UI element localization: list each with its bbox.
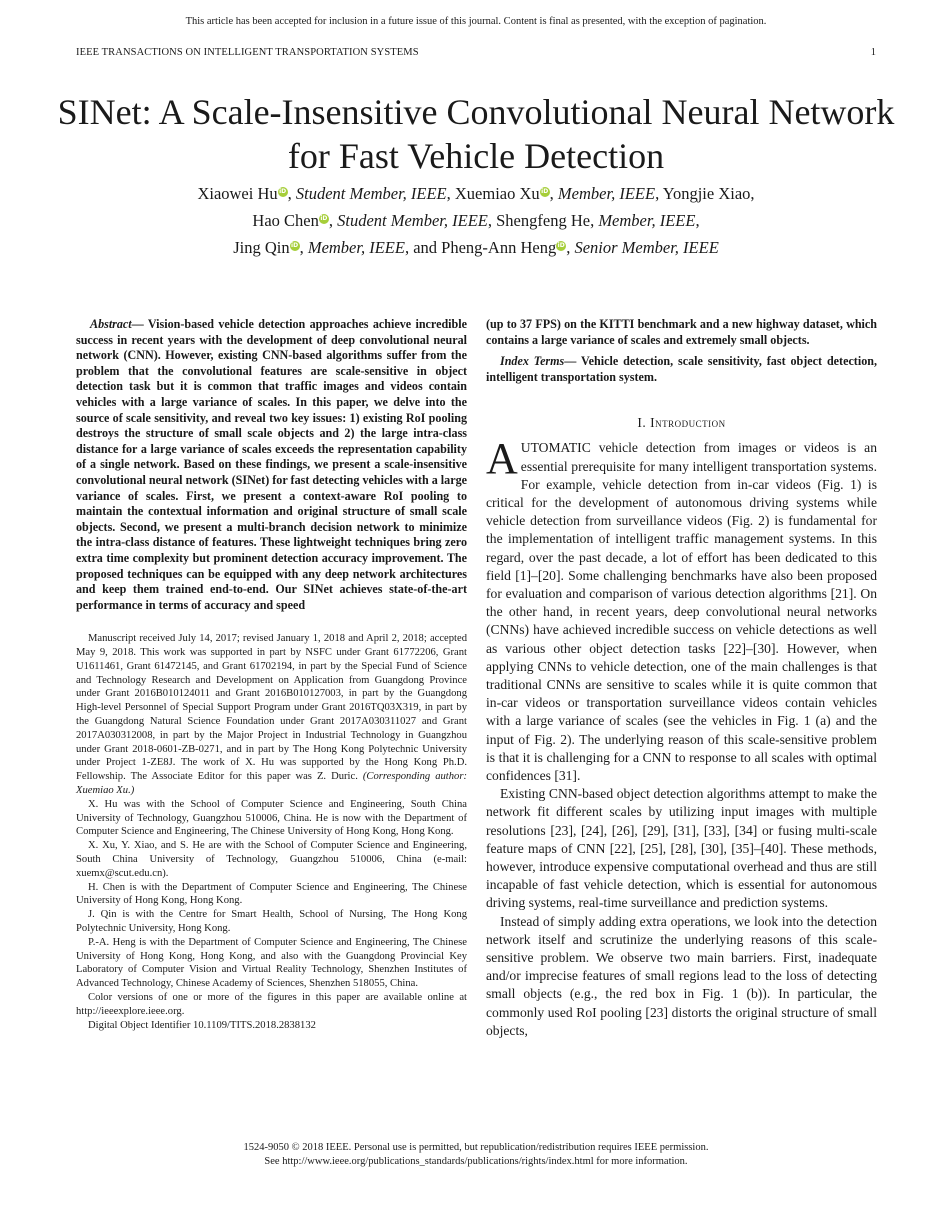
author-role: Student Member, IEEE: [337, 211, 488, 230]
left-column: [76, 317, 467, 1032]
author-line-1: Xiaowei HuiD, Student Member, IEEE, Xuemiao XuiD, Member, IEEE, Yongjie Xiao,: [197, 184, 755, 203]
section-heading-introduction: I. Introduction: [637, 415, 726, 431]
author-list: [60, 180, 892, 261]
footnote-doi: Digital Object Identifier 10.1109/TITS.2018.2838132: [88, 1019, 316, 1031]
intro-paragraph-2: Existing CNN-based object detection algorithms attempt to make the network fit different scales by utilizing input images with multiple resolutions [23], [24], [26], [29], [31], [33], [34] or fusing multi-scale feature maps of CNN [22], [25], [28], [30], [35]–[40]. These methods, however, introduce expensive computational overhead and thus are still incapable of fast vehicle detection, which is essential for autonomous driving systems, real-time surveillance and prediction systems.: [486, 786, 877, 911]
author-role: Member, IEEE: [307, 238, 405, 257]
author-name: Shengfeng He: [496, 211, 591, 230]
index-terms: Index Terms— Vehicle detection, scale sensitivity, fast object detection, intelligent transportation system.: [486, 354, 877, 384]
acceptance-notice: This article has been accepted for inclusion in a future issue of this journal. Content is final as presented, with the exception of pagination.: [185, 16, 767, 27]
intro-paragraph-3: Instead of simply adding extra operations, we look into the detection network itself and scrutinize the underlying reasons of this scale-sensitive problem. We observe two main barriers. First, inadequate and/or imprecise features of small regions lead to the loss of detecting small objects (e.g., the red box in Fig. 1 (b)). In particular, the commonly used RoI pooling [23] distorts the original structure of small objects,: [486, 913, 877, 1038]
author-line-2: Hao CheniD, Student Member, IEEE, Shengfeng He, Member, IEEE,: [252, 211, 700, 230]
footnote-affiliation: X. Xu, Y. Xiao, and S. He are with the School of Computer Science and Engineering, South China University of Technology, Guangzhou 510006, China (e-mail: xuemx@scut.edu.cn).: [76, 840, 467, 879]
author-role: Senior Member, IEEE: [574, 238, 719, 257]
author-role: Student Member, IEEE: [295, 184, 447, 203]
abstract-continued: (up to 37 FPS) on the KITTI benchmark and a new highway dataset, which contains a large variance of scales and extremely small objects.: [486, 317, 877, 347]
orcid-icon[interactable]: iD: [291, 241, 299, 249]
index-terms-label: Index Terms: [500, 354, 565, 369]
author-name: Xuemiao Xu: [454, 184, 540, 203]
page-number: 1: [870, 47, 876, 58]
footnote-color-figures: Color versions of one or more of the figures in this paper are available online at http://ieeexplore.ieee.org.: [76, 992, 467, 1017]
intro-paragraph-1: AUTOMATIC vehicle detection from images or videos is an essential prerequisite for many intelligent transportation systems. For example, vehicle detection from in-car videos (Fig. 1) is critical for the development of autonomous driving systems while vehicle detection from surveillance videos (Fig. 2) is fundamental for the implementation of intelligent traffic management systems. In this regard, over the past decade, a lot of effort has been dedicated to this field [1]–[20]. Some challenging benchmarks have also been proposed for evaluation and comparison of various detection algorithms [21]. On the other hand, in recent years, deep convolutional neural networks (CNNs) have achieved incredible success on vehicle detections as well as various other object detection tasks [22]–[30]. However, when applying CNNs to vehicle detection, one of the main challenges is that traditional CNNs are sensitive to scales while it is quite common that in-car videos or transportation surveillance videos contain vehicles with a large variance of scales (see the vehicles in Fig. 1 (a) and the input of Fig. 2). The underlying reason of this scale-sensitive problem is that it is challenging for a CNN to response to all scales with optimal confidences [31].: [486, 434, 877, 784]
rights-link[interactable]: See http://www.ieee.org/publications_standards/publications/rights/index.html for more information.: [264, 1156, 688, 1167]
index-terms-text: Vehicle detection, scale sensitivity, fast object detection, intelligent transportation system.: [486, 354, 877, 384]
copyright-footer: [0, 1141, 952, 1169]
footnote-affiliation: X. Hu was with the School of Computer Science and Engineering, South China University of Technology, Guangzhou 510006, China. He is now with the Department of Computer Science and Engineering, The Chinese University of Hong Kong, Hong Kong.: [76, 798, 467, 838]
journal-running-head: IEEE TRANSACTIONS ON INTELLIGENT TRANSPORTATION SYSTEMS: [76, 47, 419, 58]
footnote-affiliation: P.-A. Heng is with the Department of Computer Science and Engineering, The Chinese University of Hong Kong, Hong Kong, and also with the Guangdong Provincial Key Laboratory of Computer Vision and Virtual Reality Technology, Shenzhen Institutes of Advanced Technology, Chinese Academy of Sciences, Shenzhen 518055, China.: [76, 936, 467, 990]
author-line-3: Jing QiniD, Member, IEEE, and Pheng-Ann HengiD, Senior Member, IEEE: [233, 238, 719, 257]
author-name: Jing Qin: [233, 238, 290, 257]
footnotes: [76, 632, 467, 1032]
abstract-text: Vision-based vehicle detection approaches achieve incredible success in recent years with the development of deep convolutional neural network (CNN). However, existing CNN-based algorithms suffer from the problem that the convolutional features are scale-sensitive in object detection task but it is common that traffic images and videos contain vehicles with a large variance of scales. In this paper, we delve into the source of scale sensitivity, and reveal two key issues: 1) existing RoI pooling destroys the structure of small scale objects and 2) the large intra-class distance for a large variance of scales exceeds the representation capability of a single network. Based on these findings, we present a scale-insensitive convolutional neural network (SINet) for fast detecting vehicles with a large variance of scales. First, we present a context-aware RoI pooling to maintain the contextual information and original structure of small scale objects. Second, we present a multi-branch decision network to minimize the intra-class distance of features. These lightweight techniques bring zero extra time complexity but prominent detection accuracy improvement. The proposed techniques can be equipped with any deep network architectures and keep them trained end-to-end. Our SINet achieves state-of-the-art performance in terms of accuracy and speed: [76, 317, 467, 612]
drop-cap: A: [486, 434, 518, 484]
orcid-icon[interactable]: iD: [320, 214, 328, 222]
abstract-label: Abstract: [90, 317, 132, 331]
author-name: Hao Chen: [252, 211, 319, 230]
orcid-icon[interactable]: iD: [557, 241, 565, 249]
author-name: Pheng-Ann Heng: [441, 238, 557, 257]
author-role: Member, IEEE: [598, 211, 696, 230]
author-name: Yongjie Xiao: [662, 184, 751, 203]
orcid-icon[interactable]: iD: [541, 187, 549, 195]
footnote-affiliation: J. Qin is with the Centre for Smart Health, School of Nursing, The Hong Kong Polytechnic University, Hong Kong.: [76, 909, 467, 935]
paper-title: SINet: A Scale-Insensitive Convolutional Neural Network for Fast Vehicle Detection: [57, 92, 895, 176]
corresponding-author: (Corresponding author: Xuemiao Xu.): [76, 771, 467, 797]
orcid-icon[interactable]: iD: [279, 187, 287, 195]
copyright-line: 1524-9050 © 2018 IEEE. Personal use is permitted, but republication/redistribution requires IEEE permission.: [243, 1142, 709, 1153]
abstract: Abstract— Vision-based vehicle detection approaches achieve incredible success in recent years with the development of deep convolutional neural network (CNN). However, existing CNN-based algorithms suffer from the problem that the convolutional features are scale-sensitive in object detection task but it is common that traffic images and videos contain vehicles with a large variance of scales. In this paper, we delve into the source of scale sensitivity, and reveal two key issues: 1) existing RoI pooling destroys the structure of small scale objects and 2) the large intra-class distance for a large variance of scales exceeds the representation capability of a single network. Based on these findings, we present a scale-insensitive convolutional neural network (SINet) for fast detecting vehicles with a large variance of scales. First, we present a context-aware RoI pooling to maintain the contextual information and original structure of small scale objects. Second, we present a multi-branch decision network to minimize the intra-class distance of features. These lightweight techniques bring zero extra time complexity but prominent detection accuracy improvement. The proposed techniques can be equipped with any deep network architectures and keep them trained end-to-end. Our SINet achieves state-of-the-art performance in terms of accuracy and speed: [76, 317, 467, 612]
right-column: [486, 317, 877, 1040]
author-name: Xiaowei Hu: [197, 184, 278, 203]
footnote-affiliation: H. Chen is with the Department of Computer Science and Engineering, The Chinese University of Hong Kong, Hong Kong.: [76, 881, 467, 907]
footnote-manuscript: Manuscript received July 14, 2017; revised January 1, 2018 and April 2, 2018; accepted May 9, 2018. This work was supported in part by NSFC under Grant 61772206, Grant U1611461, Grant 61472145, and Grant 61702194, in part by the Special Fund of Science and Technology Research and Development on Application from Guangdong Province under Grant 2016B010124011 and Grant 2016B010127003, in part by the Guangdong High-level Personnel of Special Support Program under Grant 2016TQ03X319, in part by the Guangdong Natural Science Foundation under Grant 2017A030311027 and Grant 2017A030312008, in part by the Major Project in Industrial Technology in Guangzhou under Grant 2018-0601-ZB-0271, and in part by The Hong Kong Polytechnic University under Project 1-ZE8J. The work of X. Hu was supported by the Hong Kong Ph.D. Fellowship. The Associate Editor for this paper was Z. Duric. (Corresponding author: Xuemiao Xu.): [76, 633, 467, 797]
author-role: Member, IEEE: [557, 184, 656, 203]
